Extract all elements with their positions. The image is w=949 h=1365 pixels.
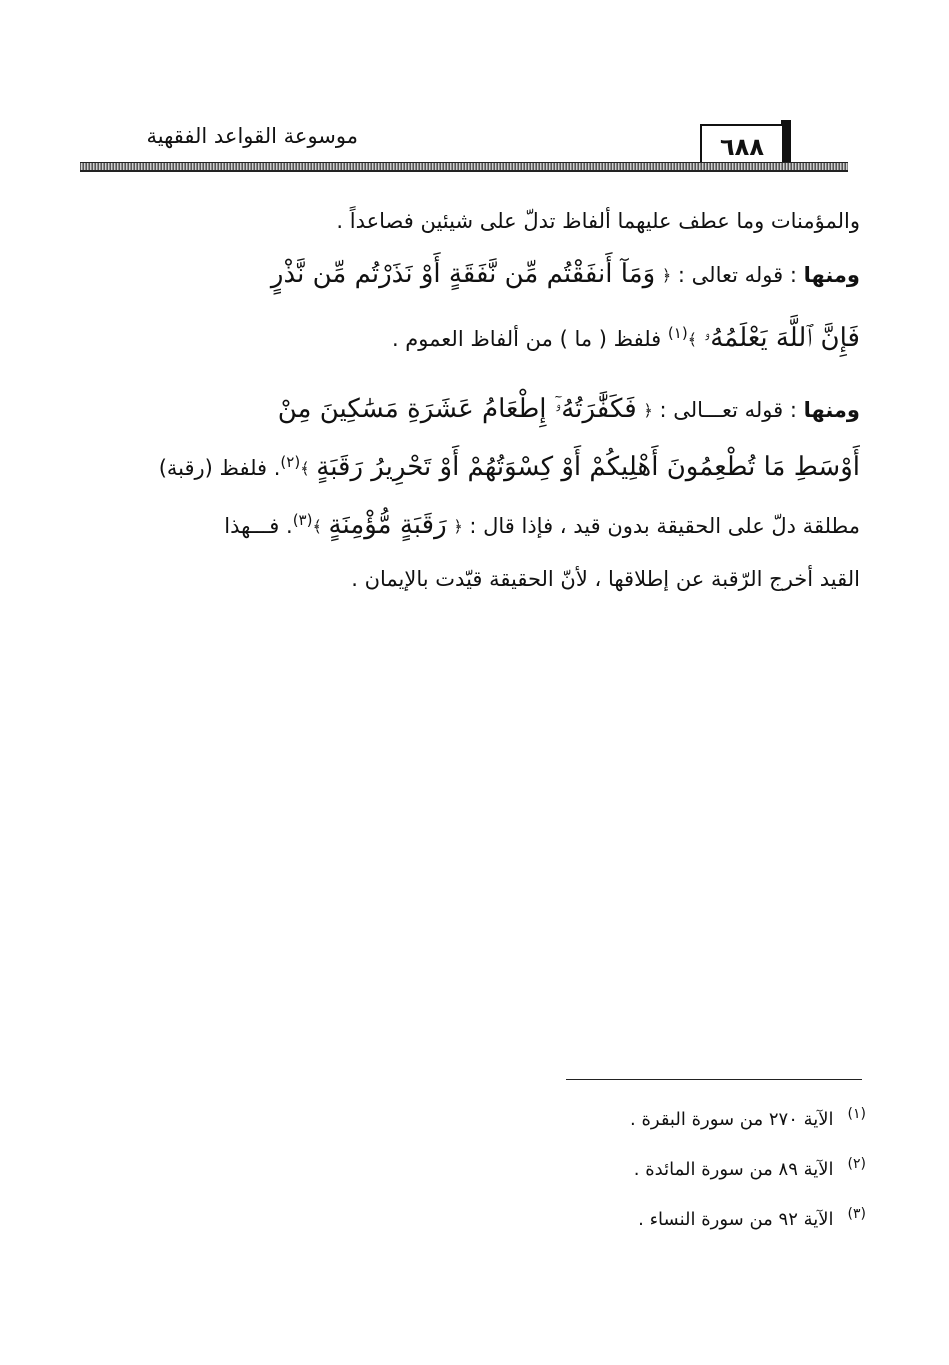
quran-verse: فَإِنَّ ٱللَّهَ يَعْلَمُهُۥ [703, 323, 860, 353]
intro-text: : قوله تعالى : [671, 263, 804, 287]
quran-verse: وَمَآ أَنفَقْتُم مِّن نَّفَقَةٍ أَوْ نَذَرْتُم مِّن نَّذْرٍ [270, 259, 656, 289]
book-title: موسوعة القواعد الفقهية [146, 124, 358, 148]
paragraph-text: . فـــهذا [224, 514, 293, 538]
open-bracket: ﴿ [661, 266, 672, 285]
paragraph-3-line-3 [78, 496, 860, 554]
main-text [78, 206, 860, 604]
open-bracket: ﴿ [453, 517, 463, 536]
paragraph-3-line-2 [78, 438, 860, 496]
paragraph-3-line-4: القيد أخرج الرّقبة عن إطلاقها ، لأنّ الحقيقة قيّدت بالإيمان . [351, 567, 860, 591]
paragraph-2-line-1 [78, 246, 860, 310]
footnote-text: الآية ٢٧٠ من سورة البقرة . [630, 1109, 834, 1130]
footnote-number: (٣) [847, 1206, 866, 1222]
lead-word: ومنها [803, 263, 860, 287]
footnote-number: (٢) [847, 1156, 866, 1172]
footnotes [420, 1094, 866, 1244]
footnote-1 [420, 1094, 866, 1144]
paragraph-text: مطلقة دلّ على الحقيقة بدون قيد ، فإذا قال : [462, 514, 860, 538]
open-bracket: ﴿ [643, 401, 653, 420]
footnote-3 [420, 1194, 866, 1244]
paragraph-2 [78, 246, 860, 374]
close-bracket: ﴾ [687, 330, 698, 349]
paragraph-3 [78, 380, 860, 604]
paragraph-3-line-1 [78, 380, 860, 438]
footnote-2 [420, 1144, 866, 1194]
paragraph-text: فلفظ ( ما ) من ألفاظ العموم . [391, 327, 668, 351]
footnote-text: الآية ٩٢ من سورة النساء . [638, 1209, 834, 1230]
footnote-ref[interactable]: (٣) [292, 511, 313, 529]
paragraph-1 [78, 206, 860, 238]
quran-verse: رَقَبَةٍ مُّؤْمِنَةٍ [328, 510, 447, 540]
paragraph-1-line: والمؤمنات وما عطف عليهما ألفاظ تدلّ على شيئين فصاعداً . [336, 209, 860, 233]
close-bracket: ﴾ [300, 459, 310, 478]
lead-word: ومنها [803, 398, 860, 422]
quran-verse: فَكَفَّٰرَتُهُۥٓ إِطْعَامُ عَشَرَةِ مَسَٰكِينَ مِنْ [277, 394, 637, 424]
footnote-number: (١) [847, 1106, 866, 1122]
footnote-separator [566, 1079, 862, 1080]
paragraph-text: . فلفظ (رقبة) [158, 456, 281, 480]
paragraph-2-line-2 [78, 310, 860, 374]
footnote-text: الآية ٨٩ من سورة المائدة . [633, 1159, 834, 1180]
footnote-ref[interactable]: (٢) [280, 453, 301, 471]
intro-text: : قوله تعـــالى : [652, 398, 804, 422]
header-rule [80, 162, 848, 172]
quran-verse: أَوْسَطِ مَا تُطْعِمُونَ أَهْلِيكُمْ أَوْ كِسْوَتُهُمْ أَوْ تَحْرِيرُ رَقَبَةٍ [316, 452, 860, 482]
close-bracket: ﴾ [312, 517, 322, 536]
page-number-text: ٦٨٨ [720, 133, 764, 161]
footnote-ref[interactable]: (١) [667, 324, 688, 342]
